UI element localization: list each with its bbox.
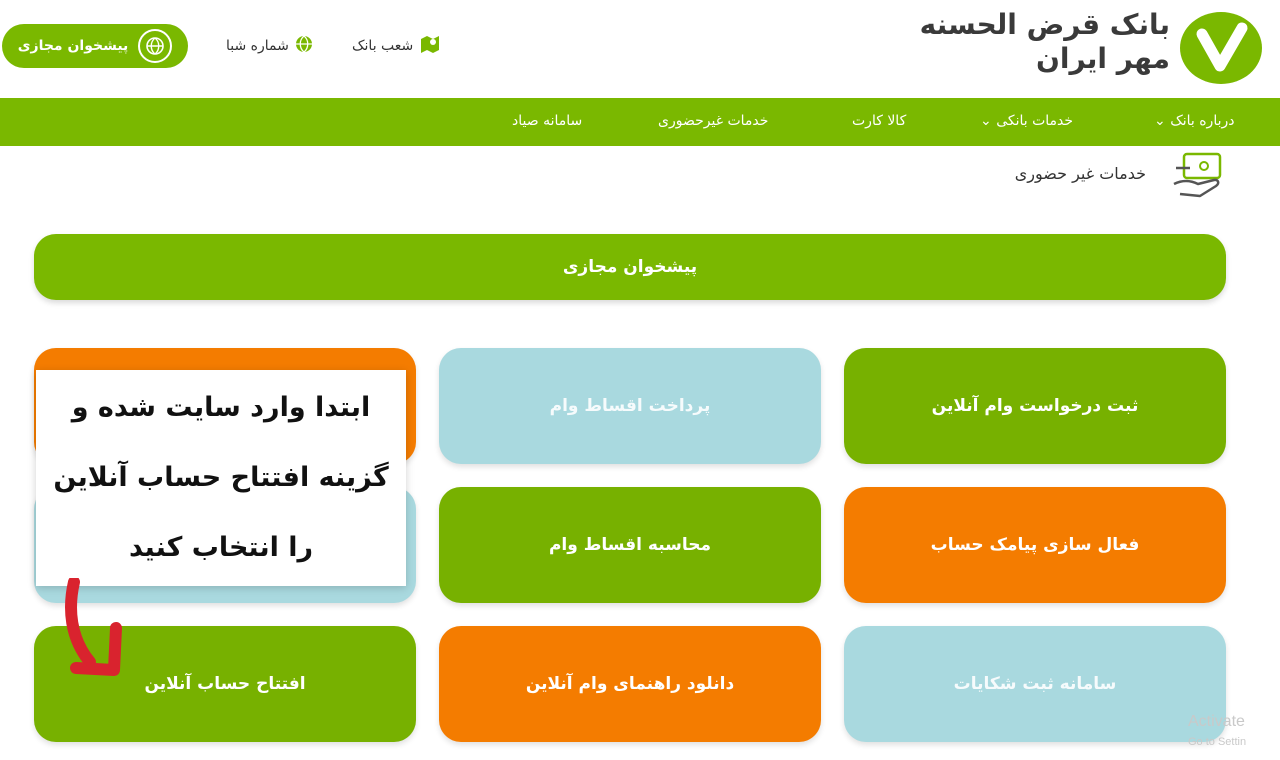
activation-watermark <box>1188 712 1278 752</box>
nav-item-label: سامانه صیاد <box>512 113 583 129</box>
tile-label: دانلود راهنمای وام آنلاین <box>525 674 735 694</box>
tile-label: پرداخت اقساط وام <box>549 396 711 416</box>
tile-label: سامانه ثبت شکایات <box>953 674 1117 694</box>
globe-icon <box>295 35 313 57</box>
nav-item-label: درباره بانک <box>1170 113 1235 129</box>
branches-link[interactable] <box>352 34 441 58</box>
globe-icon <box>138 29 172 63</box>
red-arrow-icon <box>60 578 130 678</box>
nav-item-label: خدمات بانکی <box>996 113 1074 129</box>
hand-card-icon <box>1170 150 1226 206</box>
checkmark-logo-icon <box>1180 12 1262 84</box>
nav-item-label: کالا کارت <box>852 113 907 129</box>
virtual-branch-button[interactable] <box>2 24 188 68</box>
branches-link-label: شعب بانک <box>352 38 414 54</box>
sheba-number-link[interactable] <box>226 34 313 58</box>
chevron-down-icon: ⌄ <box>1154 113 1166 129</box>
virtual-branch-banner[interactable] <box>34 234 1226 300</box>
virtual-branch-button-label: پیشخوان مجازی <box>17 38 129 54</box>
banner-label: پیشخوان مجازی <box>562 257 698 277</box>
bank-logo[interactable] <box>1180 12 1262 84</box>
instruction-line-1: ابتدا وارد سایت شده و <box>71 392 371 423</box>
nav-item-sayad-system[interactable] <box>512 98 582 146</box>
nav-item-online-services[interactable] <box>658 98 768 146</box>
bank-name-line2: مهر ایران <box>1035 42 1170 75</box>
section-title: خدمات غیر حضوری <box>1014 164 1146 183</box>
watermark-line-2: Go to Settin <box>1188 736 1247 748</box>
tile-complaints-system[interactable] <box>844 626 1226 742</box>
tile-label: فعال سازی پیامک حساب <box>930 535 1140 555</box>
instruction-line-2: گزینه افتتاح حساب آنلاین <box>53 462 389 493</box>
tile-loan-installment-calculator[interactable] <box>439 487 821 603</box>
tile-label: محاسبه اقساط وام <box>548 535 712 555</box>
sheba-number-link-label: شماره شبا <box>226 38 289 54</box>
watermark-line-1: Activate <box>1188 713 1245 730</box>
map-icon <box>419 34 441 58</box>
tile-loan-installment-payment[interactable] <box>439 348 821 464</box>
chevron-down-icon: ⌄ <box>980 113 992 129</box>
nav-item-label: خدمات غیرحضوری <box>658 113 769 129</box>
nav-item-banking-services[interactable] <box>980 98 1073 146</box>
tile-online-loan-request[interactable] <box>844 348 1226 464</box>
main-nav <box>0 98 1280 146</box>
nav-item-kala-card[interactable] <box>852 98 906 146</box>
tile-label: افتتاح حساب آنلاین <box>144 674 306 694</box>
tile-online-loan-guide-download[interactable] <box>439 626 821 742</box>
instruction-note <box>36 370 406 586</box>
nav-item-about-bank[interactable] <box>1154 98 1234 146</box>
tile-label: ثبت درخواست وام آنلاین <box>931 396 1139 416</box>
tile-sms-activation[interactable] <box>844 487 1226 603</box>
instruction-line-3: را انتخاب کنید <box>128 532 314 563</box>
bank-name-line1: بانک قرض الحسنه <box>919 8 1170 41</box>
